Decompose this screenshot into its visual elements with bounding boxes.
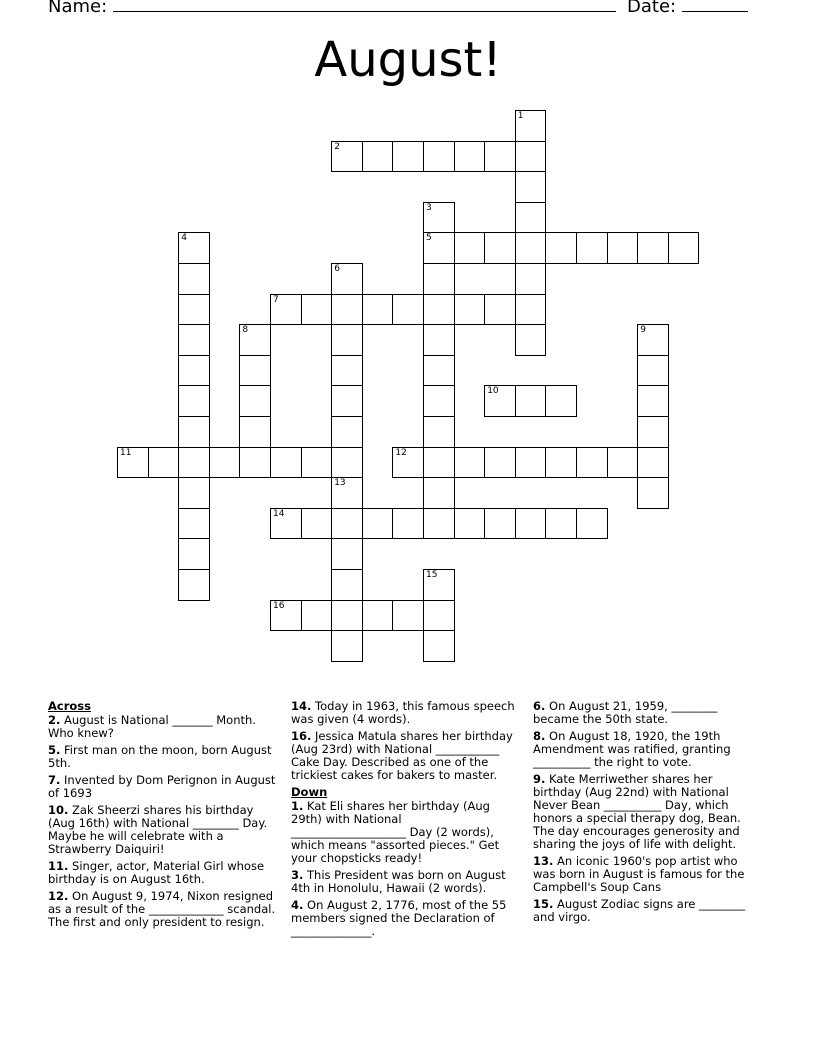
grid-cell[interactable]: [423, 569, 455, 601]
grid-cell[interactable]: [392, 294, 424, 326]
grid-cell[interactable]: [392, 141, 424, 173]
grid-cell[interactable]: [331, 141, 363, 173]
cell-number: 7: [273, 294, 279, 305]
grid-cell[interactable]: [515, 232, 547, 264]
grid-cell[interactable]: [423, 508, 455, 540]
grid-cell[interactable]: [423, 355, 455, 387]
grid-cell[interactable]: [392, 447, 424, 479]
grid-cell[interactable]: [362, 600, 394, 632]
grid-cell[interactable]: [637, 447, 669, 479]
name-label: Name:: [48, 0, 108, 17]
grid-cell[interactable]: [545, 232, 577, 264]
grid-cell[interactable]: [270, 294, 302, 326]
clue-down-4: 4. On August 2, 1776, most of the 55 members signed the Declaration of ______________.: [291, 898, 507, 938]
grid-cell[interactable]: [515, 294, 547, 326]
clue-across-11: 11. Singer, actor, Material Girl whose birthday is on August 16th.: [48, 859, 265, 886]
clue-across-14: 14. Today in 1963, this famous speech was given (4 words).: [291, 699, 515, 726]
grid-cell[interactable]: [423, 600, 455, 632]
clue-down-1: 1. Kat Eli shares her birthday (Aug 29th) with National ____________________ Day (2 words), which means "assorted pieces." Get your chopsticks ready!: [291, 799, 500, 865]
grid-cell[interactable]: [515, 385, 547, 417]
grid-cell[interactable]: [362, 141, 394, 173]
clue-across-2: 2. August is National _______ Month. Who knew?: [48, 713, 256, 740]
grid-cell[interactable]: [209, 447, 241, 479]
grid-cell[interactable]: [423, 447, 455, 479]
grid-cell[interactable]: [178, 508, 210, 540]
grid-cell[interactable]: [362, 294, 394, 326]
grid-cell[interactable]: [454, 447, 486, 479]
grid-cell[interactable]: [637, 416, 669, 448]
grid-cell[interactable]: [423, 477, 455, 509]
clue-across-5: 5. First man on the moon, born August 5th.: [48, 743, 272, 770]
grid-cell[interactable]: [178, 263, 210, 295]
grid-cell[interactable]: [637, 324, 669, 356]
grid-cell[interactable]: [545, 447, 577, 479]
grid-cell[interactable]: [454, 508, 486, 540]
grid-cell[interactable]: [637, 385, 669, 417]
grid-cell[interactable]: [331, 294, 363, 326]
crossword-grid: [117, 110, 699, 662]
grid-cell[interactable]: [178, 355, 210, 387]
grid-cell[interactable]: [423, 324, 455, 356]
grid-cell[interactable]: [515, 202, 547, 234]
grid-cell[interactable]: [239, 416, 271, 448]
header: [48, 0, 677, 17]
grid-cell[interactable]: [484, 385, 516, 417]
grid-cell[interactable]: [178, 385, 210, 417]
grid-cell[interactable]: [637, 477, 669, 509]
date-label: Date:: [627, 0, 677, 17]
grid-cell[interactable]: [576, 447, 608, 479]
cell-number: 16: [273, 600, 285, 611]
cell-number: 2: [334, 141, 340, 152]
across-heading: Across: [48, 699, 91, 713]
grid-cell[interactable]: [545, 385, 577, 417]
grid-cell[interactable]: [423, 630, 455, 662]
grid-cell[interactable]: [515, 508, 547, 540]
grid-cell[interactable]: [515, 110, 547, 142]
cell-number: 1: [517, 111, 524, 121]
grid-cell[interactable]: [484, 232, 516, 264]
clue-down-6: 6. On August 21, 1959, ________ became the 50th state.: [533, 699, 718, 726]
date-field[interactable]: [682, 0, 748, 12]
grid-cell[interactable]: [515, 141, 547, 173]
grid-cell[interactable]: [270, 600, 302, 632]
grid-cell[interactable]: [239, 447, 271, 479]
grid-cell[interactable]: [576, 232, 608, 264]
grid-cell[interactable]: [331, 355, 363, 387]
cell-number: 5: [426, 233, 432, 244]
clue-down-9: 9. Kate Merriwether shares her birthday (Aug 22nd) with National Never Bean __________ Day, which honors a special therapy dog, Bean. The day encourages generosity and sharing the joys of life with delight.: [533, 772, 741, 851]
grid-cell[interactable]: [239, 355, 271, 387]
grid-cell[interactable]: [270, 508, 302, 540]
cell-number: 12: [395, 447, 407, 458]
grid-cell[interactable]: [423, 416, 455, 448]
clue-across-16: 16. Jessica Matula shares her birthday (Aug 23rd) with National ___________ Cake Day. Described as one of the trickiest cakes for bakers to master.: [291, 729, 513, 782]
page-title: August!: [314, 32, 502, 88]
cell-number: 6: [334, 264, 340, 274]
cell-number: 15: [426, 570, 438, 580]
grid-cell[interactable]: [178, 416, 210, 448]
grid-cell[interactable]: [423, 202, 455, 234]
grid-cell[interactable]: [423, 232, 455, 264]
clues-column-3: [533, 700, 759, 928]
grid-cell[interactable]: [545, 508, 577, 540]
grid-cell[interactable]: [668, 232, 700, 264]
grid-cell[interactable]: [331, 630, 363, 662]
grid-cell[interactable]: [392, 600, 424, 632]
grid-cell[interactable]: [454, 141, 486, 173]
clue-across-7: 7. Invented by Dom Perignon in August of 1693: [48, 773, 276, 800]
clue-across-12: 12. On August 9, 1974, Nixon resigned as a result of the _____________ scandal. The first and only president to resign.: [48, 889, 276, 929]
cell-number: 8: [242, 325, 249, 336]
grid-cell[interactable]: [178, 294, 210, 326]
clues-column-1: [48, 700, 280, 933]
grid-cell[interactable]: [331, 416, 363, 448]
grid-cell[interactable]: [515, 324, 547, 356]
grid-cell[interactable]: [331, 324, 363, 356]
grid-cell[interactable]: [331, 385, 363, 417]
grid-cell[interactable]: [576, 508, 608, 540]
grid-cell[interactable]: [423, 263, 455, 295]
clue-down-8: 8. On August 18, 1920, the 19th Amendment was ratified, granting __________ the right to vote.: [533, 729, 731, 769]
clue-down-13: 13. An iconic 1960's pop artist who was born in August is famous for the Campbell's Soup Cans: [533, 854, 745, 894]
cell-number: 9: [640, 325, 646, 336]
clue-down-15: 15. August Zodiac signs are ________ and virgo.: [533, 897, 746, 924]
grid-cell[interactable]: [454, 294, 486, 326]
grid-cell[interactable]: [637, 232, 669, 264]
grid-cell[interactable]: [301, 294, 333, 326]
grid-cell[interactable]: [331, 508, 363, 540]
grid-cell[interactable]: [484, 508, 516, 540]
cell-number: 11: [120, 447, 132, 458]
grid-cell[interactable]: [423, 141, 455, 173]
grid-cell[interactable]: [607, 232, 639, 264]
grid-cell[interactable]: [331, 477, 363, 509]
grid-cell[interactable]: [239, 324, 271, 356]
grid-cell[interactable]: [515, 263, 547, 295]
grid-cell[interactable]: [117, 447, 149, 479]
grid-cell[interactable]: [637, 355, 669, 387]
grid-cell[interactable]: [331, 538, 363, 570]
grid-cell[interactable]: [178, 569, 210, 601]
grid-cell[interactable]: [454, 232, 486, 264]
grid-cell[interactable]: [270, 447, 302, 479]
grid-cell[interactable]: [239, 385, 271, 417]
grid-cell[interactable]: [178, 232, 210, 264]
grid-cell[interactable]: [331, 569, 363, 601]
grid-cell[interactable]: [178, 324, 210, 356]
grid-cell[interactable]: [423, 385, 455, 417]
down-heading: Down: [291, 785, 328, 799]
grid-cell[interactable]: [484, 141, 516, 173]
name-field[interactable]: [113, 0, 616, 12]
cell-number: 4: [181, 233, 187, 244]
grid-cell[interactable]: [331, 263, 363, 295]
grid-cell[interactable]: [484, 294, 516, 326]
grid-cell[interactable]: [331, 600, 363, 632]
cell-number: 13: [334, 478, 346, 489]
grid-cell[interactable]: [515, 447, 547, 479]
clue-across-10: 10. Zak Sheerzi shares his birthday (Aug 16th) with National ________ Day. Maybe he will celebrate with a Strawberry Daiquiri!: [48, 803, 268, 856]
grid-cell[interactable]: [423, 294, 455, 326]
grid-cell[interactable]: [178, 447, 210, 479]
grid-cell[interactable]: [148, 447, 180, 479]
grid-cell[interactable]: [178, 538, 210, 570]
grid-cell[interactable]: [362, 508, 394, 540]
grid-cell[interactable]: [178, 477, 210, 509]
grid-cell[interactable]: [331, 447, 363, 479]
cell-number: 14: [273, 508, 285, 519]
grid-cell[interactable]: [301, 508, 333, 540]
grid-cell[interactable]: [607, 447, 639, 479]
grid-cell[interactable]: [392, 508, 424, 540]
grid-cell[interactable]: [301, 447, 333, 479]
grid-cell[interactable]: [301, 600, 333, 632]
grid-cell[interactable]: [484, 447, 516, 479]
cell-number: 10: [487, 386, 499, 397]
clue-down-3: 3. This President was born on August 4th in Honolulu, Hawaii (2 words).: [291, 868, 506, 895]
cell-number: 3: [426, 202, 432, 213]
grid-cell[interactable]: [515, 171, 547, 203]
clues-column-2: [291, 700, 519, 942]
